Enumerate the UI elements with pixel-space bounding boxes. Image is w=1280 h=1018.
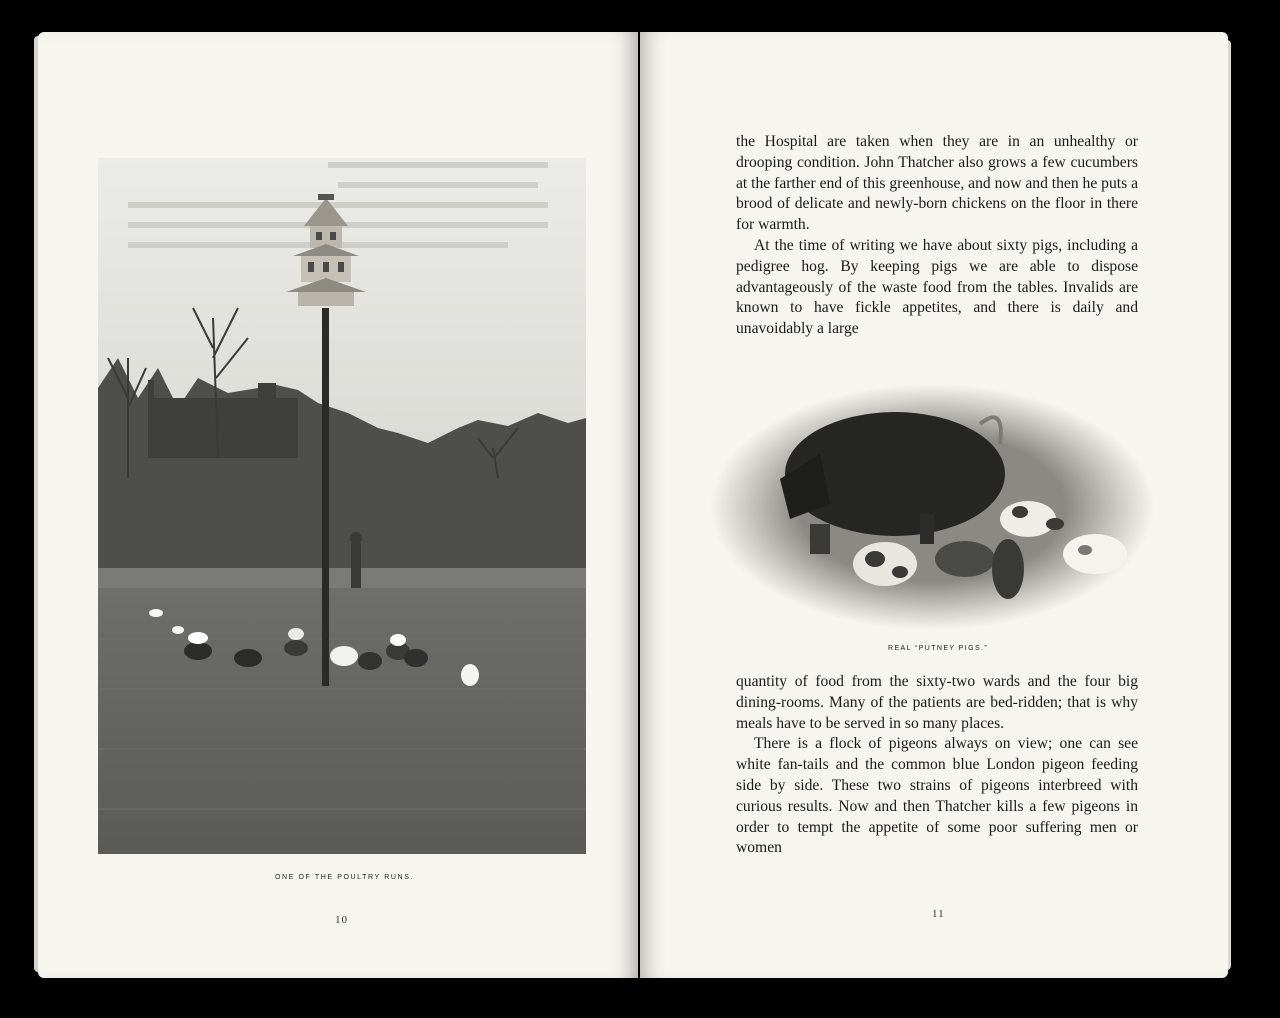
poultry-run-illustration	[98, 158, 586, 854]
text-block-bottom	[736, 672, 1138, 859]
putney-pigs-photo	[710, 384, 1154, 630]
poultry-run-photo	[98, 158, 586, 854]
page-number-left: 10	[335, 914, 348, 926]
paragraph-greenhouse: the Hospital are taken when they are in an unhealthy or drooping condition. John Thatcher also grows a few cucumbers at the farther end of this greenhouse, and now and then he puts a brood of delicate and newly-born chickens on the floor in there for warmth.	[736, 133, 1138, 234]
poultry-photo-caption: ONE OF THE POULTRY RUNS.	[275, 874, 415, 881]
page-number-right: 11	[932, 908, 945, 920]
pig-photo-caption: REAL “PUTNEY PIGS.”	[888, 645, 989, 652]
right-page	[640, 32, 1228, 978]
paragraph-wards: quantity of food from the sixty-two wards and the four big dining-rooms. Many of the patients are bed-ridden; that is why meals have to be served in so many places.	[736, 673, 1138, 732]
paragraph-pigs: At the time of writing we have about sixty pigs, including a pedigree hog. By keeping pigs we are able to dispose advantageously of the waste food from the tables. Invalids are known to have fickle appetites, and there is daily and unavoidably a large	[736, 236, 1138, 338]
left-page	[38, 32, 638, 978]
paragraph-pigeons: There is a flock of pigeons always on view; one can see white fan-tails and the common blue London pigeon feeding side by side. These two strains of pigeons interbreed with curious results. Now and then Thatcher kills a few pigeons in order to tempt the appetite of some poor suffering men or women	[736, 735, 1138, 857]
text-block-top	[736, 132, 1138, 340]
